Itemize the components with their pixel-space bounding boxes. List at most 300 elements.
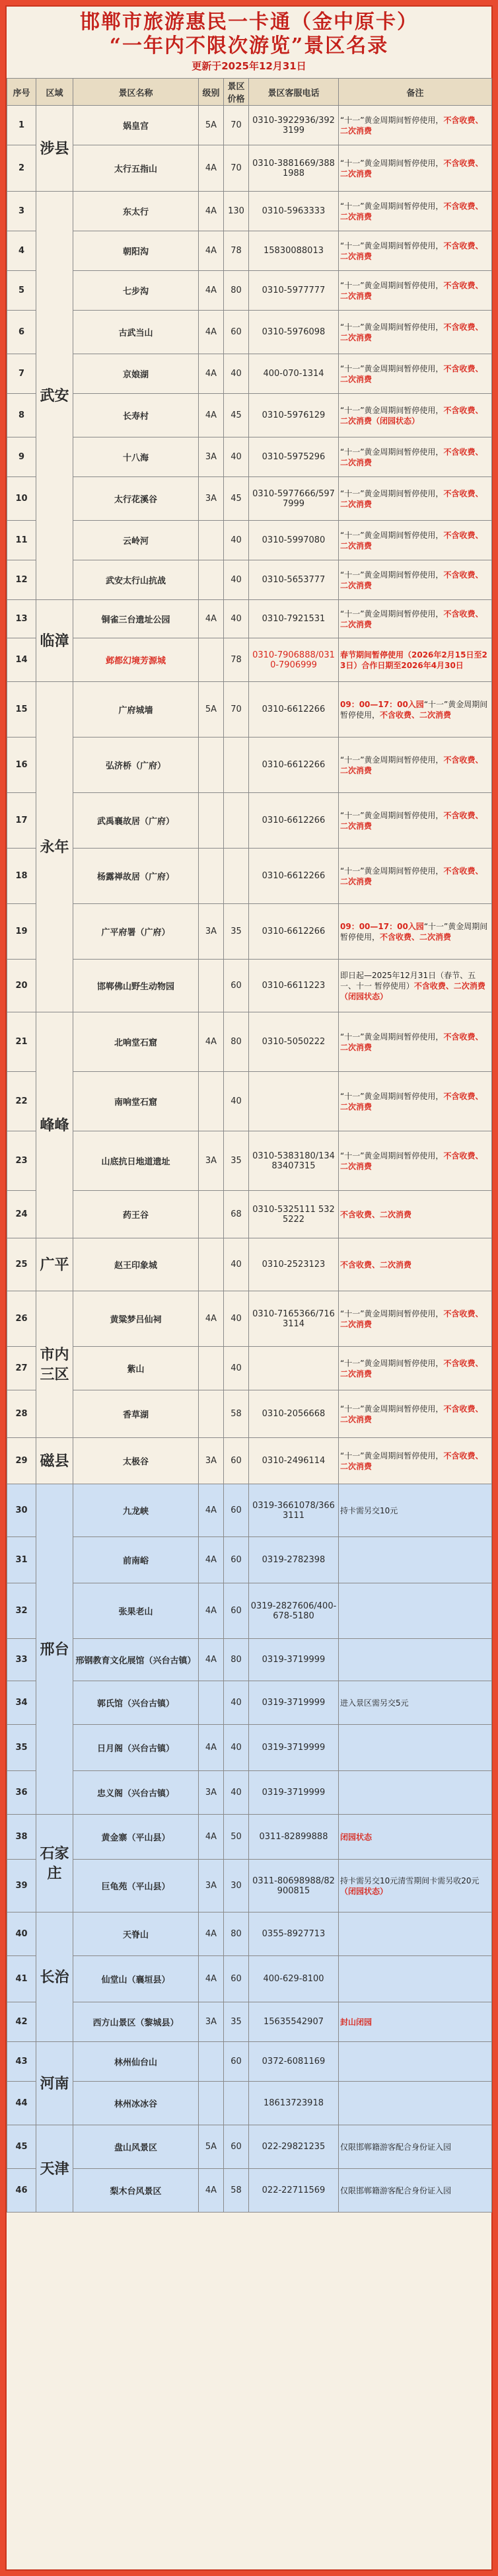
spot-phone: 15635542907 [249, 2002, 339, 2042]
spot-level: 5A [199, 2125, 224, 2169]
spot-phone: 0310-2523123 [249, 1238, 339, 1291]
table-row [7, 1860, 492, 1913]
spot-note [339, 1956, 492, 2002]
spot-phone: 0311-80698988/82900815 [249, 1860, 339, 1913]
spot-note [339, 738, 492, 793]
spot-level: 4A [199, 1725, 224, 1771]
spot-phone: 0310-5325111 5325222 [249, 1191, 339, 1238]
spot-price: 80 [224, 271, 249, 311]
scenic-spot-table [7, 78, 492, 2213]
spot-price: 60 [224, 2042, 249, 2082]
area-label: 邢台 [36, 1484, 73, 1815]
spot-name: 前南峪 [73, 1537, 199, 1583]
spot-phone: 0310-5963333 [249, 192, 339, 231]
table-row [7, 638, 492, 682]
area-label: 临漳 [36, 600, 73, 682]
note-text: 合作日期至2026年4月30日 [361, 660, 464, 670]
note-text: 不含收费、二次消费 [340, 570, 483, 590]
row-number: 19 [7, 904, 36, 960]
row-number: 30 [7, 1484, 36, 1537]
note-text: （闭园状态） [340, 1886, 388, 1896]
spot-price: 40 [224, 354, 249, 394]
poster-frame [5, 5, 493, 2571]
other-city-rows [7, 1484, 492, 2213]
spot-phone: 0310-6612266 [249, 738, 339, 793]
row-number: 26 [7, 1291, 36, 1347]
row-number: 18 [7, 849, 36, 904]
spot-phone: 0310-3922936/3923199 [249, 106, 339, 145]
spot-name: 紫山 [73, 1347, 199, 1390]
spot-phone: 0310-5997080 [249, 521, 339, 560]
table-row [7, 192, 492, 231]
spot-name: 北响堂石窟 [73, 1012, 199, 1072]
table-row [7, 2002, 492, 2042]
spot-note [339, 145, 492, 192]
spot-name: 香草湖 [73, 1390, 199, 1438]
table-row [7, 354, 492, 394]
spot-price: 40 [224, 437, 249, 477]
spot-price: 80 [224, 1012, 249, 1072]
note-text: “十一”黄金周期间暂停使用， [340, 810, 444, 820]
spot-price [224, 2082, 249, 2125]
spot-name: 林州冰冰谷 [73, 2082, 199, 2125]
spot-price: 50 [224, 1815, 249, 1860]
row-number: 1 [7, 106, 36, 145]
spot-phone: 0310-6612266 [249, 904, 339, 960]
spot-name: 武禹襄故居（广府） [73, 793, 199, 849]
spot-name: 邺都幻境芳源城 [73, 638, 199, 682]
table-row [7, 1291, 492, 1347]
spot-price: 60 [224, 1583, 249, 1639]
spot-phone: 0319-2827606/400-678-5180 [249, 1583, 339, 1639]
table-row [7, 1913, 492, 1956]
note-text: “十一”黄金周期间暂停使用， [340, 699, 488, 720]
note-text: 不含收费、二次消费 [340, 1091, 483, 1112]
spot-level: 4A [199, 394, 224, 437]
spot-phone: 0311-82899888 [249, 1815, 339, 1860]
row-number: 6 [7, 311, 36, 354]
row-number: 24 [7, 1191, 36, 1238]
spot-price: 60 [224, 1956, 249, 2002]
spot-name: 梨木台风景区 [73, 2169, 199, 2213]
spot-level [199, 1238, 224, 1291]
note-text: 不含收费、二次消费 [340, 405, 483, 426]
row-number: 16 [7, 738, 36, 793]
table-row [7, 560, 492, 600]
spot-phone: 0310-2496114 [249, 1438, 339, 1484]
spot-price [224, 738, 249, 793]
spot-level: 4A [199, 1639, 224, 1681]
spot-name: 十八海 [73, 437, 199, 477]
spot-level [199, 1072, 224, 1131]
note-text: “十一”黄金周期间暂停使用， [340, 322, 444, 332]
spot-price: 80 [224, 1639, 249, 1681]
spot-price: 40 [224, 560, 249, 600]
note-text: “十一”黄金周期间暂停使用， [340, 405, 444, 415]
spot-note [339, 311, 492, 354]
note-text: （闭园状态） [372, 416, 420, 426]
spot-level: 3A [199, 1771, 224, 1815]
row-number: 22 [7, 1072, 36, 1131]
spot-phone: 0310-7906888/0310-7906999 [249, 638, 339, 682]
row-number: 38 [7, 1815, 36, 1860]
note-text: “十一”黄金周期间暂停使用， [340, 115, 444, 125]
table-row [7, 1956, 492, 2002]
row-number: 39 [7, 1860, 36, 1913]
row-number: 44 [7, 2082, 36, 2125]
spot-name: 日月阁（兴台古镇） [73, 1725, 199, 1771]
note-text: “十一”黄金周期间暂停使用， [340, 921, 488, 942]
spot-level: 4A [199, 1583, 224, 1639]
spot-price: 60 [224, 1537, 249, 1583]
spot-level: 3A [199, 477, 224, 521]
spot-name: 南响堂石窟 [73, 1072, 199, 1131]
spot-level: 3A [199, 1860, 224, 1913]
table-row [7, 793, 492, 849]
area-label: 涉县 [36, 106, 73, 192]
spot-name: 古武当山 [73, 311, 199, 354]
note-text: 进入景区需另交5元 [340, 1698, 409, 1708]
spot-phone: 0310-5977777 [249, 271, 339, 311]
spot-phone: 0310-7921531 [249, 600, 339, 638]
note-text: 不含收费、二次消费 [340, 322, 483, 342]
note-text: （闭园状态） [340, 991, 388, 1001]
spot-price: 60 [224, 960, 249, 1012]
spot-price: 30 [224, 1860, 249, 1913]
spot-phone: 0310-5976129 [249, 394, 339, 437]
col-header-phone: 景区客服电话 [249, 79, 339, 106]
spot-level: 4A [199, 311, 224, 354]
row-number: 43 [7, 2042, 36, 2082]
spot-name: 黄金寨（平山县） [73, 1815, 199, 1860]
row-number: 21 [7, 1012, 36, 1072]
note-text: 不含收费、二次消费 [340, 866, 483, 886]
table-row [7, 849, 492, 904]
spot-name: 盘山风景区 [73, 2125, 199, 2169]
spot-price: 80 [224, 1913, 249, 1956]
spot-name: 东太行 [73, 192, 199, 231]
row-number: 10 [7, 477, 36, 521]
spot-level [199, 960, 224, 1012]
spot-price: 40 [224, 1347, 249, 1390]
spot-phone: 0310-6611223 [249, 960, 339, 1012]
table-row [7, 145, 492, 192]
spot-level: 3A [199, 1131, 224, 1191]
spot-name: 太极谷 [73, 1438, 199, 1484]
spot-level [199, 1390, 224, 1438]
row-number: 4 [7, 231, 36, 271]
row-number: 3 [7, 192, 36, 231]
spot-level: 4A [199, 192, 224, 231]
note-text: 不含收费、二次消费 [380, 710, 452, 720]
spot-name: 邢钢教育文化展馆（兴台古镇） [73, 1639, 199, 1681]
spot-price: 70 [224, 682, 249, 738]
spot-price: 40 [224, 1238, 249, 1291]
spot-phone: 0372-6081169 [249, 2042, 339, 2082]
spot-phone: 0355-8927713 [249, 1913, 339, 1956]
note-text: “十一”黄金周期间暂停使用， [340, 1032, 444, 1042]
spot-level: 4A [199, 354, 224, 394]
note-text: 不含收费、二次消费 [340, 1358, 483, 1379]
row-number: 23 [7, 1131, 36, 1191]
spot-phone: 0319-3719999 [249, 1681, 339, 1725]
table-row [7, 1771, 492, 1815]
spot-name: 张果老山 [73, 1583, 199, 1639]
row-number: 34 [7, 1681, 36, 1725]
spot-name: 忠义阁（兴台古镇） [73, 1771, 199, 1815]
spot-level [199, 1191, 224, 1238]
spot-note [339, 1815, 492, 1860]
spot-price: 45 [224, 394, 249, 437]
spot-level: 4A [199, 1913, 224, 1956]
title-line-2: “一年内不限次游览”景区名录 [109, 34, 389, 57]
spot-note [339, 394, 492, 437]
row-number: 9 [7, 437, 36, 477]
row-number: 17 [7, 793, 36, 849]
table-row [7, 600, 492, 638]
spot-note [339, 1860, 492, 1913]
table-row [7, 2125, 492, 2169]
note-text: 不含收费、二次消费 [340, 280, 483, 301]
note-text: 不含收费、二次消费 [340, 488, 483, 509]
area-label: 长治 [36, 1913, 73, 2042]
note-text: “十一”黄金周期间暂停使用， [340, 1404, 444, 1414]
note-text: “十一”黄金周期间暂停使用， [340, 158, 444, 168]
note-text: 不含收费、二次消费 [340, 1308, 483, 1329]
table-row [7, 1238, 492, 1291]
note-text: 不含收费、二次消费 [340, 609, 483, 629]
spot-level: 3A [199, 1438, 224, 1484]
table-row [7, 1583, 492, 1639]
note-text: 闭园状态 [340, 1832, 373, 1842]
row-number: 40 [7, 1913, 36, 1956]
spot-phone: 400-070-1314 [249, 354, 339, 394]
note-text: “十一”黄金周期间暂停使用， [340, 1451, 444, 1460]
spot-name: 娲皇宫 [73, 106, 199, 145]
row-number: 46 [7, 2169, 36, 2213]
spot-name: 仙堂山（襄垣县） [73, 1956, 199, 2002]
spot-name: 西方山景区（黎城县） [73, 2002, 199, 2042]
spot-phone: 0310-5977666/5977999 [249, 477, 339, 521]
spot-phone: 0310-3881669/3881988 [249, 145, 339, 192]
spot-note [339, 1012, 492, 1072]
note-text: “十一”黄金周期间暂停使用， [340, 488, 444, 498]
spot-level [199, 793, 224, 849]
spot-phone: 0319-3719999 [249, 1639, 339, 1681]
row-number: 45 [7, 2125, 36, 2169]
row-number: 20 [7, 960, 36, 1012]
col-header-note: 备注 [339, 79, 492, 106]
spot-name: 京娘湖 [73, 354, 199, 394]
spot-note [339, 2082, 492, 2125]
spot-name: 郭氏馆（兴台古镇） [73, 1681, 199, 1725]
spot-name: 广平府署（广府） [73, 904, 199, 960]
note-text: 09：00—17：00入园 [340, 921, 424, 931]
spot-phone: 0310-7165366/7163114 [249, 1291, 339, 1347]
spot-price: 40 [224, 1725, 249, 1771]
area-label: 永年 [36, 682, 73, 1012]
col-header-price: 景区价格 [224, 79, 249, 106]
note-text: “十一”黄金周期间暂停使用， [340, 755, 444, 765]
spot-note [339, 271, 492, 311]
table-row [7, 960, 492, 1012]
spot-phone: 0310-6612266 [249, 793, 339, 849]
spot-name: 云岭河 [73, 521, 199, 560]
table-row [7, 231, 492, 271]
note-text: 仅限邯郸籍游客配合身份证入园 [340, 2142, 452, 2152]
spot-phone: 0310-5383180/13483407315 [249, 1131, 339, 1191]
table-row [7, 311, 492, 354]
spot-note [339, 1537, 492, 1583]
row-number: 15 [7, 682, 36, 738]
spot-price: 40 [224, 1681, 249, 1725]
spot-name: 山底抗日地道遗址 [73, 1131, 199, 1191]
table-row [7, 1012, 492, 1072]
spot-price: 40 [224, 1771, 249, 1815]
note-text: 不含收费、二次消费 [340, 810, 483, 831]
spot-note [339, 849, 492, 904]
row-number: 2 [7, 145, 36, 192]
row-number: 13 [7, 600, 36, 638]
table-row [7, 1347, 492, 1390]
spot-phone: 15830088013 [249, 231, 339, 271]
spot-price: 60 [224, 311, 249, 354]
table-row [7, 477, 492, 521]
spot-phone: 0310-5050222 [249, 1012, 339, 1072]
spot-level [199, 738, 224, 793]
spot-price: 58 [224, 2169, 249, 2213]
spot-phone: 0319-3719999 [249, 1725, 339, 1771]
spot-note [339, 521, 492, 560]
spot-name: 巨龟苑（平山县） [73, 1860, 199, 1913]
table-row [7, 1639, 492, 1681]
note-text: 不含收费、二次消费 [340, 158, 483, 178]
spot-price: 78 [224, 231, 249, 271]
note-text: 不含收费、二次消费 [340, 1032, 483, 1052]
col-header-name: 景区名称 [73, 79, 199, 106]
table-row [7, 738, 492, 793]
note-text: 不含收费、二次消费 [340, 1209, 412, 1219]
row-number: 35 [7, 1725, 36, 1771]
area-label: 石家庄 [36, 1815, 73, 1913]
spot-note [339, 1291, 492, 1347]
spot-level [199, 1347, 224, 1390]
note-text: “十一”黄金周期间暂停使用， [340, 530, 444, 540]
spot-phone: 0319-2782398 [249, 1537, 339, 1583]
spot-price: 40 [224, 1072, 249, 1131]
spot-name: 赵王印象城 [73, 1238, 199, 1291]
spot-price: 40 [224, 1291, 249, 1347]
spot-name: 太行花溪谷 [73, 477, 199, 521]
spot-level [199, 2042, 224, 2082]
note-text: “十一”黄金周期间暂停使用， [340, 866, 444, 876]
row-number: 11 [7, 521, 36, 560]
spot-level [199, 1681, 224, 1725]
spot-note [339, 2125, 492, 2169]
spot-note [339, 1913, 492, 1956]
table-row [7, 1191, 492, 1238]
spot-phone: 022-22711569 [249, 2169, 339, 2213]
spot-note [339, 1072, 492, 1131]
row-number: 14 [7, 638, 36, 682]
row-number: 32 [7, 1583, 36, 1639]
table-row [7, 1390, 492, 1438]
table-row [7, 106, 492, 145]
table-row [7, 904, 492, 960]
spot-note [339, 1583, 492, 1639]
spot-note [339, 1131, 492, 1191]
note-text: 即日起—2025年12月31日（春节、五一、十一 暂停使用） [340, 970, 476, 991]
note-text: 不含收费、二次消费 [340, 363, 483, 384]
spot-price: 68 [224, 1191, 249, 1238]
title-line-1: 邯郸市旅游惠民一卡通（金中原卡） [80, 11, 418, 34]
row-number: 27 [7, 1347, 36, 1390]
spot-name: 朝阳沟 [73, 231, 199, 271]
spot-price: 78 [224, 638, 249, 682]
area-label: 磁县 [36, 1438, 73, 1484]
area-label: 市内三区 [36, 1291, 73, 1438]
spot-phone: 0319-3719999 [249, 1771, 339, 1815]
spot-name: 邯郸佛山野生动物园 [73, 960, 199, 1012]
table-row [7, 2042, 492, 2082]
spot-note [339, 1347, 492, 1390]
spot-price: 70 [224, 106, 249, 145]
spot-name: 铜雀三台遗址公园 [73, 600, 199, 638]
spot-price: 70 [224, 145, 249, 192]
spot-name: 杨露禅故居（广府） [73, 849, 199, 904]
spot-note [339, 354, 492, 394]
spot-price: 130 [224, 192, 249, 231]
spot-name: 林州仙台山 [73, 2042, 199, 2082]
spot-level: 4A [199, 1956, 224, 2002]
spot-level: 4A [199, 2169, 224, 2213]
row-number: 8 [7, 394, 36, 437]
note-text: 不含收费、二次消费 [340, 1451, 483, 1471]
spot-price: 35 [224, 2002, 249, 2042]
spot-phone: 0310-5975296 [249, 437, 339, 477]
spot-name: 广府城墙 [73, 682, 199, 738]
spot-price: 60 [224, 2125, 249, 2169]
spot-price: 40 [224, 521, 249, 560]
note-text: 持卡需另交10元 [340, 1505, 398, 1515]
note-text: 春节期间暂停使用（2026年2月15日至23日） [340, 650, 487, 670]
spot-level: 4A [199, 1012, 224, 1072]
row-number: 36 [7, 1771, 36, 1815]
note-text: 不含收费、二次消费 [340, 530, 483, 550]
table-row [7, 1484, 492, 1537]
table-header-row [7, 79, 492, 106]
note-text: “十一”黄金周期间暂停使用， [340, 447, 444, 457]
poster-header [7, 7, 491, 78]
col-header-level: 级别 [199, 79, 224, 106]
note-text: “十一”黄金周期间暂停使用， [340, 201, 444, 211]
spot-phone: 0310-6612266 [249, 849, 339, 904]
note-text: 09：00—17：00入园 [340, 699, 424, 709]
spot-level: 4A [199, 1815, 224, 1860]
row-number: 5 [7, 271, 36, 311]
note-text: 不含收费、二次消费 [413, 981, 485, 991]
spot-note [339, 1639, 492, 1681]
area-label: 天津 [36, 2125, 73, 2213]
note-text: 不含收费、二次消费 [380, 932, 452, 942]
note-text: 不含收费、二次消费 [340, 241, 483, 261]
spot-name: 弘济桥（广府） [73, 738, 199, 793]
spot-level [199, 849, 224, 904]
table-row [7, 1681, 492, 1725]
note-text: “十一”黄金周期间暂停使用， [340, 363, 444, 373]
note-text: 不含收费、二次消费 [340, 755, 483, 775]
note-text: 不含收费、二次消费 [340, 201, 483, 221]
